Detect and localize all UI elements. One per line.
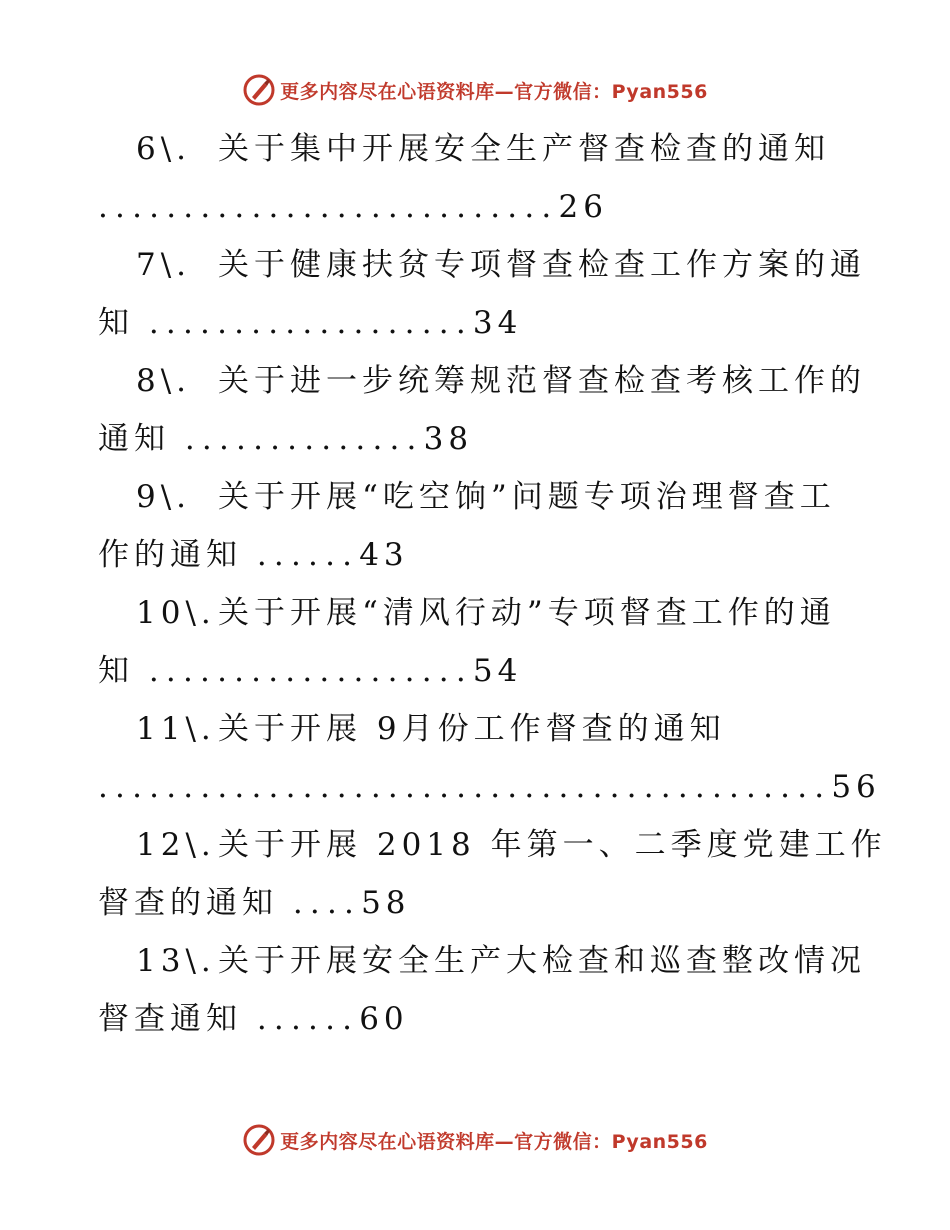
toc-title: 关于开展 9月份工作督查的通知: [218, 711, 726, 747]
toc-entry-7[interactable]: [98, 236, 866, 352]
toc-entry-10[interactable]: [98, 584, 838, 700]
toc-leader-dots: ....: [292, 885, 362, 921]
toc-entry-13[interactable]: [98, 932, 866, 1048]
toc-page-number: 43: [359, 537, 409, 573]
toc-page-number: 58: [361, 885, 411, 921]
toc-page-number: 54: [472, 653, 523, 689]
toc-page-number: 56: [831, 769, 881, 805]
header-watermark: [0, 70, 950, 110]
toc-number: 6\.: [136, 131, 192, 167]
toc-entry-6[interactable]: [98, 120, 838, 236]
toc-title-cont: 知: [98, 305, 149, 341]
toc-title: 关于健康扶贫专项督查检查工作方案的通: [218, 247, 866, 283]
toc-title: 关于集中开展安全生产督查检查的通知: [218, 131, 830, 167]
toc-leader-dots: ...........................: [98, 189, 559, 225]
toc-leader-dots: ...................: [148, 653, 473, 689]
pen-logo-icon: [242, 73, 276, 107]
toc-number: 11\.: [136, 711, 216, 747]
toc-title-cont: 督查的通知: [98, 885, 293, 921]
toc-title-cont: 知: [98, 653, 149, 689]
toc-entry-8[interactable]: [98, 352, 866, 468]
toc-title-cont: 督查通知: [98, 1001, 257, 1037]
toc-entry-9[interactable]: [98, 468, 838, 584]
toc-page-number: 34: [472, 305, 523, 341]
toc-number: 13\.: [136, 943, 216, 979]
toc-title: 关于开展 2018 年第一、二季度党建工作: [218, 827, 887, 863]
toc-page-number: 26: [558, 189, 608, 225]
toc-number: 9\.: [136, 479, 192, 515]
toc-number: 7\.: [136, 247, 192, 283]
toc-title: 关于开展“清风行动”专项督查工作的通: [218, 595, 836, 631]
toc-title: 关于开展“吃空饷”问题专项治理督查工: [218, 479, 836, 515]
toc-number: 10\.: [136, 595, 216, 631]
toc-page-number: 38: [423, 421, 474, 457]
toc-leader-dots: ...................: [148, 305, 473, 341]
table-of-contents: [98, 120, 887, 1048]
toc-number: 8\.: [136, 363, 192, 399]
toc-page-number: 60: [359, 1001, 409, 1037]
footer-watermark: [0, 1120, 950, 1160]
toc-entry-11[interactable]: [98, 700, 881, 816]
toc-entry-12[interactable]: [98, 816, 887, 932]
toc-leader-dots: ......: [256, 537, 360, 573]
toc-number: 12\.: [136, 827, 216, 863]
toc-leader-dots: ...........................................: [98, 769, 832, 805]
watermark-text: 更多内容尽在心语资料库—官方微信：Pyan556: [280, 80, 708, 103]
toc-leader-dots: ......: [256, 1001, 360, 1037]
toc-title: 关于开展安全生产大检查和巡查整改情况: [218, 943, 866, 979]
watermark-text: 更多内容尽在心语资料库—官方微信：Pyan556: [280, 1130, 708, 1153]
toc-title: 关于进一步统筹规范督查检查考核工作的: [218, 363, 866, 399]
toc-leader-dots: ..............: [184, 421, 424, 457]
pen-logo-icon: [242, 1123, 276, 1157]
toc-title-cont: 作的通知: [98, 537, 257, 573]
toc-title-cont: 通知: [98, 421, 185, 457]
